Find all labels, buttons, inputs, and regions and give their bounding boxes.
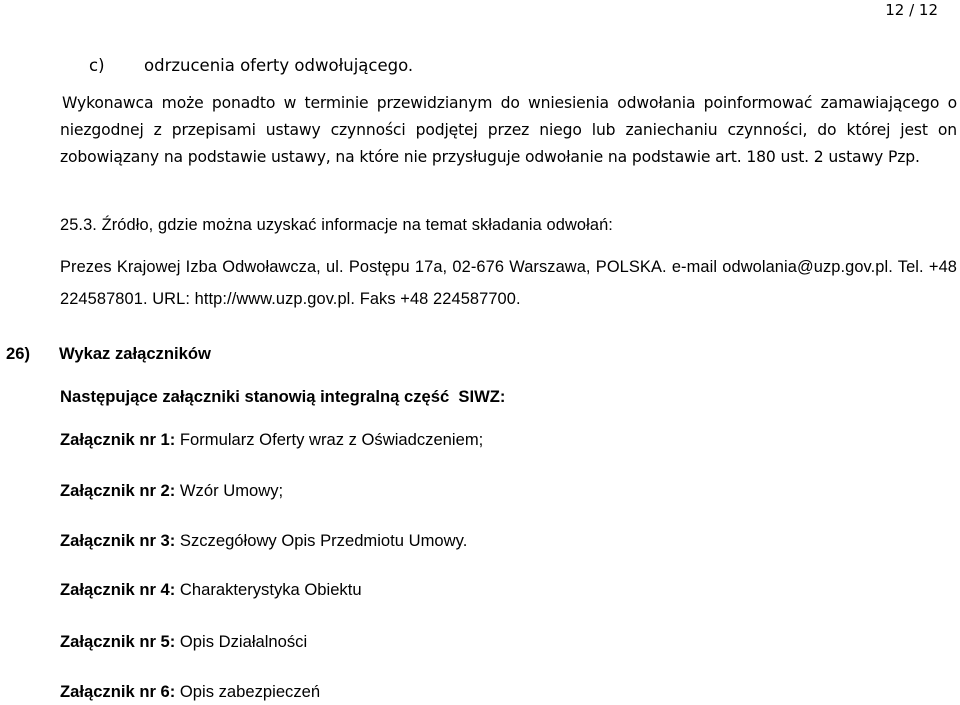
attachment-item-5 (60, 630, 307, 654)
attachment-text: Szczegółowy Opis Przedmiotu Umowy. (175, 531, 468, 550)
attachment-label: Załącznik nr 3: (60, 531, 176, 550)
section-number: 26) (6, 344, 30, 363)
list-item-marker: c) (89, 56, 105, 75)
attachment-label: Załącznik nr 5: (60, 632, 176, 651)
attachment-label: Załącznik nr 6: (60, 682, 176, 701)
wykonawca-paragraph: Wykonawca może ponadto w terminie przewidzianym do wniesienia odwołania poinformować zamawiającego o niezgodnej z przepisami ustawy czynności podjętej przez niego lub zaniechaniu czynności, do której jest on zobowiązany na podstawie ustawy, na które nie przysługuje odwołanie na podstawie art. 180 ust. 2 ustawy Pzp. (60, 94, 957, 166)
attachment-item-3 (60, 529, 467, 553)
attachment-item-1 (60, 428, 483, 452)
page-number: 12 / 12 (885, 1, 938, 19)
attachment-text: Formularz Oferty wraz z Oświadczeniem; (175, 430, 484, 449)
attachment-text: Charakterystyka Obiektu (175, 580, 362, 599)
list-item-text: odrzucenia oferty odwołującego. (144, 56, 414, 75)
attachment-text: Opis zabezpieczeń (175, 682, 321, 701)
attachments-intro: Następujące załączniki stanowią integralną część SIWZ: (60, 387, 506, 406)
section-title: Wykaz załączników (59, 344, 211, 363)
attachment-item-6 (60, 680, 320, 704)
attachment-item-4 (60, 578, 362, 602)
attachment-label: Załącznik nr 1: (60, 430, 176, 449)
source-heading: 25.3. Źródło, gdzie można uzyskać informacje na temat składania odwołań: (60, 216, 613, 234)
section-heading (6, 342, 211, 366)
attachment-label: Załącznik nr 2: (60, 481, 176, 500)
attachment-label: Załącznik nr 4: (60, 580, 176, 599)
attachment-item-2 (60, 479, 283, 503)
contact-paragraph: Prezes Krajowej Izba Odwoławcza, ul. Postępu 17a, 02-676 Warszawa, POLSKA. e-mail odwolania@uzp.gov.pl. Tel. +48 224587801. URL: http://www.uzp.gov.pl. Faks +48 224587700. (60, 258, 957, 308)
list-item-c (89, 54, 413, 78)
attachment-text: Wzór Umowy; (175, 481, 284, 500)
attachment-text: Opis Działalności (175, 632, 308, 651)
